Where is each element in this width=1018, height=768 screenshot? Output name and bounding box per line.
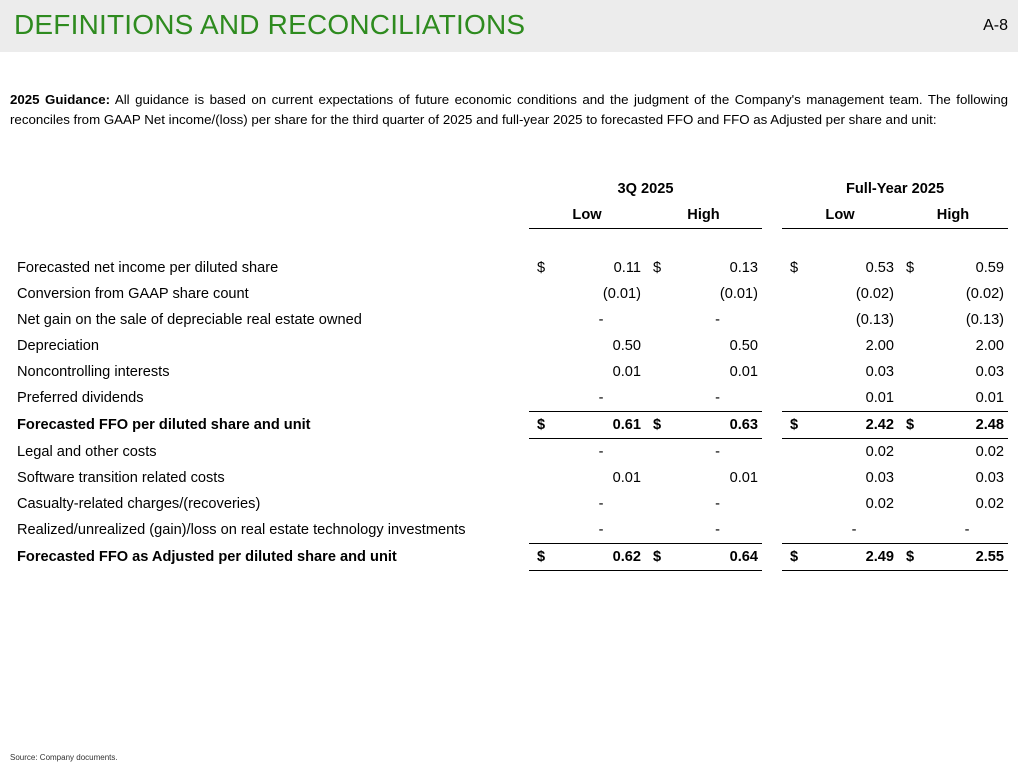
cell-value: - (598, 496, 604, 512)
row-label: Forecasted FFO as Adjusted per diluted share and unit (17, 549, 397, 565)
cell-value: (0.01) (602, 286, 641, 302)
currency-sign (645, 385, 673, 412)
currency-sign (529, 307, 557, 333)
currency-sign (782, 307, 810, 333)
cell-value: - (598, 444, 604, 460)
column-header-3q-low: Low (529, 202, 645, 229)
currency-sign: $ (898, 412, 926, 439)
row-label: Legal and other costs (17, 443, 157, 460)
group-header-full-year: Full-Year 2025 (845, 181, 945, 197)
cell-value: 0.01 (810, 385, 898, 412)
currency-sign: $ (645, 412, 673, 439)
table-row (10, 544, 1008, 571)
cell-value: 2.00 (865, 338, 894, 354)
cell-value: 0.01 (729, 364, 758, 380)
currency-sign (529, 385, 557, 412)
cell-value: (0.01) (719, 286, 758, 302)
currency-sign: $ (529, 412, 557, 439)
cell-value: 0.03 (865, 470, 894, 486)
cell-value: (0.02) (855, 286, 894, 302)
cell-value: 0.01 (926, 385, 1008, 412)
currency-sign (529, 439, 557, 466)
currency-sign (782, 385, 810, 412)
cell-value: - (673, 385, 762, 412)
cell-value: 0.03 (975, 364, 1005, 380)
cell-value: 2.55 (926, 544, 1008, 571)
currency-sign (645, 333, 673, 359)
currency-sign: $ (898, 544, 926, 571)
cell-value: 0.63 (673, 412, 762, 439)
currency-sign (645, 465, 673, 491)
cell-value: 0.50 (729, 338, 758, 354)
guidance-intro (10, 90, 1008, 130)
cell-value: 0.01 (612, 470, 641, 486)
column-header-3q-high: High (645, 202, 762, 229)
group-header-3q: 3Q 2025 (617, 181, 674, 197)
currency-sign (782, 517, 810, 544)
cell-value: (0.02) (965, 286, 1005, 302)
cell-value: 0.02 (975, 444, 1005, 460)
cell-value: - (715, 496, 720, 512)
currency-sign (529, 281, 557, 307)
reconciliation-table (10, 176, 1008, 571)
currency-sign: $ (645, 544, 673, 571)
currency-sign (782, 359, 810, 385)
cell-value: 2.00 (975, 338, 1005, 354)
cell-value: 0.03 (975, 470, 1005, 486)
column-header-fy-high: High (898, 202, 1008, 229)
currency-sign (645, 281, 673, 307)
currency-sign (898, 491, 926, 517)
table-row (10, 255, 1008, 281)
table-row (10, 385, 1008, 412)
currency-sign (782, 491, 810, 517)
cell-value: 2.42 (810, 412, 898, 439)
currency-sign (529, 333, 557, 359)
currency-sign (898, 359, 926, 385)
cell-value: 0.01 (612, 364, 641, 380)
cell-value: (0.13) (965, 312, 1005, 328)
column-header-row (10, 202, 1008, 229)
currency-sign (898, 307, 926, 333)
page-title: DEFINITIONS AND RECONCILIATIONS (14, 9, 526, 40)
cell-value: 0.02 (975, 496, 1005, 512)
cell-value: - (557, 517, 645, 544)
header-bar (0, 0, 1018, 52)
guidance-text: All guidance is based on current expectations of future economic conditions and the judgment of the Company's management team. The following reconciles from GAAP Net income/(loss) per share for the third quarter of 2025 and full-year 2025 to forecasted FFO and FFO as Adjusted per share and unit: (10, 92, 1008, 127)
currency-sign: $ (782, 544, 810, 571)
table-row (10, 517, 1008, 544)
cell-value: 0.53 (865, 260, 894, 276)
row-label: Preferred dividends (17, 390, 144, 407)
row-label: Conversion from GAAP share count (17, 286, 249, 302)
table-row (10, 465, 1008, 491)
currency-sign: $ (782, 412, 810, 439)
row-label: Casualty-related charges/(recoveries) (17, 496, 261, 512)
currency-sign (529, 465, 557, 491)
currency-sign (898, 465, 926, 491)
currency-sign: $ (906, 260, 915, 276)
cell-value: - (557, 385, 645, 412)
cell-value: 0.01 (729, 470, 758, 486)
table-row (10, 359, 1008, 385)
cell-value: 0.59 (975, 260, 1005, 276)
currency-sign (529, 359, 557, 385)
cell-value: - (926, 517, 1008, 544)
cell-value: - (810, 517, 898, 544)
row-label: Software transition related costs (17, 470, 225, 486)
currency-sign (898, 385, 926, 412)
cell-value: - (598, 312, 604, 328)
table-row (10, 491, 1008, 517)
currency-sign: $ (653, 260, 662, 276)
cell-value: 0.02 (865, 444, 894, 460)
cell-value: - (715, 444, 720, 460)
table-row (10, 439, 1008, 466)
currency-sign (782, 439, 810, 466)
currency-sign: $ (537, 260, 546, 276)
row-label: Net gain on the sale of depreciable real estate owned (17, 312, 362, 328)
column-header-fy-low: Low (782, 202, 898, 229)
currency-sign (898, 333, 926, 359)
row-label: Forecasted FFO per diluted share and unit (17, 417, 311, 433)
cell-value: - (715, 312, 720, 328)
row-label: Depreciation (17, 338, 99, 354)
cell-value: 0.02 (865, 496, 894, 512)
currency-sign (645, 359, 673, 385)
currency-sign (782, 333, 810, 359)
cell-value: 0.61 (557, 412, 645, 439)
guidance-lead: 2025 Guidance: (10, 92, 111, 107)
currency-sign (645, 491, 673, 517)
currency-sign (645, 439, 673, 466)
cell-value: 2.48 (926, 412, 1008, 439)
group-header-row (10, 176, 1008, 202)
currency-sign (782, 465, 810, 491)
cell-value: 0.11 (613, 260, 641, 276)
cell-value: 0.13 (729, 260, 758, 276)
currency-sign: $ (790, 260, 799, 276)
row-label: Forecasted net income per diluted share (17, 260, 279, 276)
cell-value: 0.50 (612, 338, 641, 354)
cell-value: 0.62 (557, 544, 645, 571)
cell-value: - (673, 517, 762, 544)
currency-sign (529, 517, 557, 544)
cell-value: (0.13) (855, 312, 894, 328)
cell-value: 2.49 (810, 544, 898, 571)
cell-value: 0.03 (865, 364, 894, 380)
currency-sign (782, 281, 810, 307)
table-row (10, 333, 1008, 359)
currency-sign (898, 281, 926, 307)
page-number: A-8 (983, 17, 1008, 34)
source-note: Source: Company documents. (10, 753, 118, 762)
currency-sign (529, 491, 557, 517)
currency-sign (898, 439, 926, 466)
row-label: Noncontrolling interests (17, 364, 170, 380)
row-label: Realized/unrealized (gain)/loss on real estate technology investments (17, 522, 466, 539)
table-row (10, 307, 1008, 333)
table-row (10, 281, 1008, 307)
currency-sign (645, 517, 673, 544)
currency-sign: $ (529, 544, 557, 571)
table-row (10, 412, 1008, 439)
currency-sign (898, 517, 926, 544)
currency-sign (645, 307, 673, 333)
cell-value: 0.64 (673, 544, 762, 571)
